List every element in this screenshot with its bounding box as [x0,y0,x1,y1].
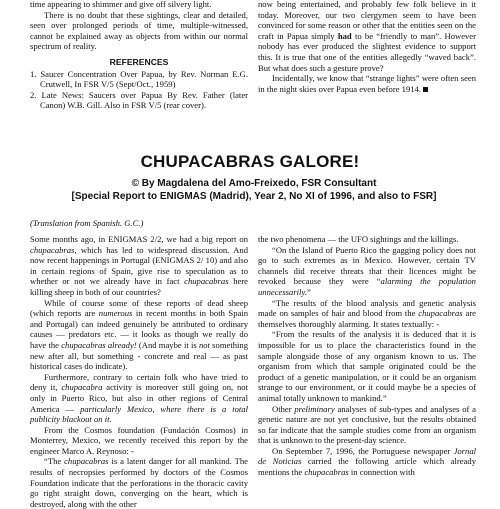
bottom-left-column [30,234,248,509]
author-line: © By Magdalena del Amo-Freixedo, FSR Consultant [131,178,377,189]
article-byline [24,178,484,203]
paragraph: “The results of the blood analysis and genetic analysis made on samples of hair and blood from the chupacabras are themselves thoroughly alarming. It states textually: - [258,297,476,329]
paragraph: “On the Island of Puerto Rico the gagging policy does not go to such extremes as in Mexico. However, certain TV channels did receive threats that their licences might be revoked because they were “alarming the population unnecessarily.” [258,244,476,297]
translation-note: (Translation from Spanish. G.C.) [30,218,144,228]
paragraph: While of course some of these reports of dead sheep (which reports are numerous in recent months in both Spain and Portugal) can indeed genuinely be attributed to ordinary causes — predators etc. — it looks as though we really do have the chupacabras already! (And maybe it is not something new after all, but something - concrete and real — as past historical cases do indicate). [30,297,248,372]
paragraph: There is no doubt that these sightings, clear and detailed, seen over prolonged periods of time, multiple-witnessed, cannot be explained away as objects from within our normal spectrum of reality. [30,9,248,52]
end-of-article-mark [423,87,428,92]
article-title: CHUPACABRAS GALORE! [140,152,360,171]
bottom-right-column [258,234,476,478]
paragraph: “The chupacabras is a latent danger for all mankind. The results of necropsies performed by doctors of the Cosmos Foundation indicate that the perforations in the thoracic cavity go right straight down, converging on the heart, which is destroyed, along with the other [30,456,248,509]
paragraph: Other preliminary analyses of sub-types and analyses of a genetic nature are not yet conclusive, but the results obtained so far indicate that the sample studies come from an organism that is unknown to the present-day science. [258,403,476,446]
top-right-column [258,0,476,94]
paragraph: On September 7, 1996, the Portuguese newspaper Jornal de Noticias carried the following article which already mentions the chupacabras in connection with [258,445,476,478]
source-line: [Special Report to ENIGMAS (Madrid), Year 2, No XI of 1996, and also to FSR] [71,190,437,202]
paragraph: Furthermore, contrary to certain folk who have tried to deny it, chupacabra activity is moreover still going on, not only in Puerto Rico, but also in other regions of Central America — particularly Mexico, where there is a total publicity blackout on it. [30,371,248,425]
reference-item: 2. Late News: Saucers over Papua By Rev. Father (later Canon) W.B. Gill. Also in FSR V/5 (rear cover). [30,89,248,111]
references-heading: REFERENCES [109,56,169,67]
paragraph: now being entertained, and probably few folk believe in it today. Moreover, our two clergymen seem to have been convinced for some reason or other that the entities seen on the craft in Papua simply had to be “friendly to man”. However nobody has ever produced the slightest evidence to support this. It is true that one of the entities allegedly “waved back”. But what does such a gesture prove? [258,0,476,73]
paragraph: “From the results of the analysis it is deduced that it is impossible for us to place the characteristics found in the sample alongside those of any organism known to us. The organism from which that sample originated could be the product of a genetic manipulation, or it could be an organism strange to our environment, or it could maybe be a species of animal totally unknown to mankind.” [258,329,476,403]
paragraph: Incidentally, we know that “strange lights” were often seen in the night skies over Papua even before 1914. [258,73,476,94]
top-left-column [30,0,248,111]
paragraph: time appearing to shimmer and give off silvery light. [30,0,212,9]
paragraph: Some months ago, in ENIGMAS 2/2, we had a big report on chupacabras, which has led to widespread discussion. And now recent happenings in Portugal (ENIGMAS 2/ 10) and also in certain regions of Spain, give rise to speculation as to whether or not we already have in fact chupacabras here killing sheep in both of our countries? [30,234,248,297]
paragraph: the two phenomena — the UFO sightings and the killings. [258,234,459,244]
paragraph: From the Cosmos foundation (Fundación Cosmos) in Monterrey, Mexico, we recently received this report by the engineer Marco A. Reynoso: - [30,424,248,456]
reference-item: 1. Saucer Concentration Over Papua, by Rev. Norman E.G. Crutwell, In FSR V/5 (Sept/Oct., 1959) [30,68,248,90]
